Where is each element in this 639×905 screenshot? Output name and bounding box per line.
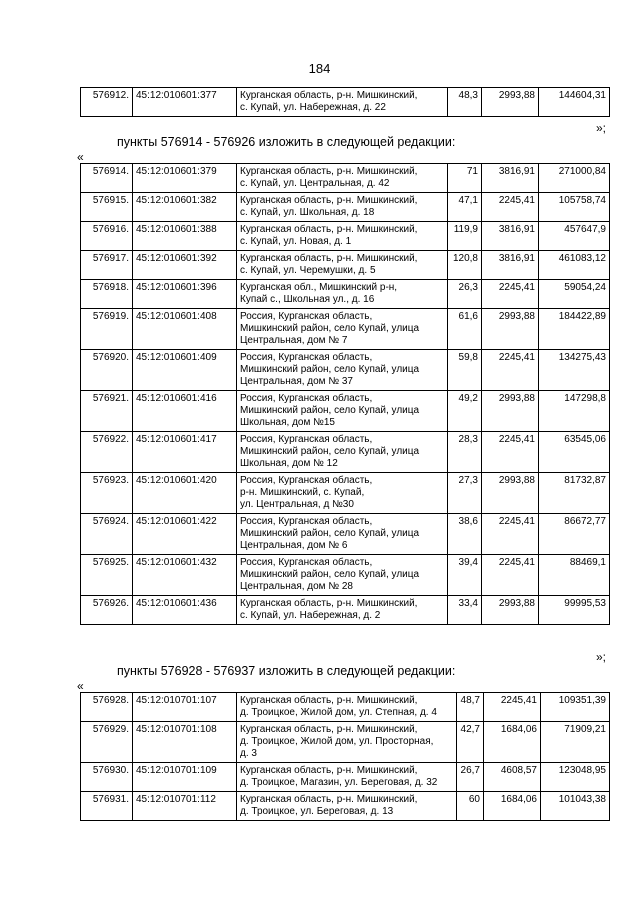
row-number: 576919. <box>81 309 133 350</box>
rate-value: 3816,91 <box>482 251 539 280</box>
address-line: Курганская область, р-н. Мишкинский, <box>240 598 418 609</box>
address <box>237 222 448 251</box>
area-value: 28,3 <box>448 432 482 473</box>
cost-value: 88469,1 <box>539 555 610 596</box>
address-line: Мишкинский район, село Купай, улица <box>240 405 420 416</box>
area-value: 47,1 <box>448 193 482 222</box>
address <box>237 555 448 596</box>
table-row <box>81 280 610 309</box>
address-line: с. Купай, ул. Школьная, д. 18 <box>240 207 375 218</box>
address-line: Центральная, дом № 37 <box>240 376 353 387</box>
rate-value: 2245,41 <box>482 514 539 555</box>
cost-value: 105758,74 <box>539 193 610 222</box>
table-row <box>81 350 610 391</box>
cadastral-number: 45:12:010601:417 <box>133 432 237 473</box>
address <box>237 693 457 722</box>
rate-value: 2245,41 <box>482 350 539 391</box>
cost-value: 144604,31 <box>539 88 610 117</box>
cost-value: 184422,89 <box>539 309 610 350</box>
cost-value: 109351,39 <box>541 693 610 722</box>
address <box>237 350 448 391</box>
cadastral-number: 45:12:010601:416 <box>133 391 237 432</box>
registry-table-2 <box>80 163 610 625</box>
address-line: Курганская область, р-н. Мишкинский, <box>240 724 418 735</box>
address <box>237 251 448 280</box>
cadastral-number: 45:12:010601:436 <box>133 596 237 625</box>
table-row <box>81 792 610 821</box>
area-value: 26,7 <box>457 763 484 792</box>
cost-value: 86672,77 <box>539 514 610 555</box>
address-line: Курганская обл., Мишкинский р-н, <box>240 282 398 293</box>
address-line: д. Троицкое, ул. Береговая, д. 13 <box>240 806 394 817</box>
table-row <box>81 473 610 514</box>
cost-value: 99995,53 <box>539 596 610 625</box>
row-number: 576930. <box>81 763 133 792</box>
cadastral-number: 45:12:010701:112 <box>133 792 237 821</box>
rate-value: 1684,06 <box>484 792 541 821</box>
cadastral-number: 45:12:010601:392 <box>133 251 237 280</box>
cost-value: 461083,12 <box>539 251 610 280</box>
address-line: Школьная, дом № 12 <box>240 458 338 469</box>
address-line: Мишкинский район, село Купай, улица <box>240 528 420 539</box>
cost-value: 59054,24 <box>539 280 610 309</box>
row-number: 576923. <box>81 473 133 514</box>
cadastral-number: 45:12:010601:382 <box>133 193 237 222</box>
address <box>237 763 457 792</box>
closing-quote-2: »; <box>596 650 607 664</box>
rate-value: 3816,91 <box>482 222 539 251</box>
address-line: Россия, Курганская область, <box>240 516 373 527</box>
rate-value: 4608,57 <box>484 763 541 792</box>
cadastral-number: 45:12:010601:388 <box>133 222 237 251</box>
table-row <box>81 514 610 555</box>
cadastral-number: 45:12:010601:422 <box>133 514 237 555</box>
opening-quote-1: « <box>77 150 84 164</box>
address <box>237 164 448 193</box>
address-line: Мишкинский район, село Купай, улица <box>240 446 420 457</box>
rate-value: 1684,06 <box>484 722 541 763</box>
cadastral-number: 45:12:010601:377 <box>133 88 237 117</box>
row-number: 576914. <box>81 164 133 193</box>
rate-value: 2993,88 <box>482 391 539 432</box>
page-number: 184 <box>308 61 331 76</box>
section-heading-2: пункты 576928 - 576937 изложить в следующей редакции: <box>117 664 456 678</box>
address-line: Курганская область, р-н. Мишкинский, <box>240 765 418 776</box>
address-line: Курганская область, р-н. Мишкинский, <box>240 253 418 264</box>
address <box>237 473 448 514</box>
cadastral-number: 45:12:010701:109 <box>133 763 237 792</box>
area-value: 48,3 <box>448 88 482 117</box>
row-number: 576912. <box>81 88 133 117</box>
address <box>237 391 448 432</box>
address-line: с. Купай, ул. Набережная, д. 22 <box>240 102 386 113</box>
table-row <box>81 222 610 251</box>
row-number: 576918. <box>81 280 133 309</box>
table-body-1 <box>81 88 610 117</box>
row-number: 576925. <box>81 555 133 596</box>
row-number: 576929. <box>81 722 133 763</box>
area-value: 27,3 <box>448 473 482 514</box>
address-line: с. Купай, ул. Новая, д. 1 <box>240 236 352 247</box>
table-row <box>81 763 610 792</box>
row-number: 576931. <box>81 792 133 821</box>
rate-value: 2245,41 <box>482 555 539 596</box>
row-number: 576922. <box>81 432 133 473</box>
cost-value: 71909,21 <box>541 722 610 763</box>
table-row <box>81 391 610 432</box>
table-row <box>81 193 610 222</box>
address-line: д. Троицкое, Магазин, ул. Береговая, д. 32 <box>240 777 438 788</box>
address <box>237 596 448 625</box>
address-line: ул. Центральная, д №30 <box>240 499 354 510</box>
area-value: 60 <box>457 792 484 821</box>
address-line: Россия, Курганская область, <box>240 434 373 445</box>
table-row <box>81 88 610 117</box>
area-value: 39,4 <box>448 555 482 596</box>
address-line: с. Купай, ул. Черемушки, д. 5 <box>240 265 376 276</box>
address-line: Курганская область, р-н. Мишкинский, <box>240 90 418 101</box>
row-number: 576916. <box>81 222 133 251</box>
address-line: Россия, Курганская область, <box>240 557 373 568</box>
cost-value: 123048,95 <box>541 763 610 792</box>
area-value: 71 <box>448 164 482 193</box>
address-line: с. Купай, ул. Центральная, д. 42 <box>240 178 390 189</box>
table-row <box>81 164 610 193</box>
address-line: Мишкинский район, село Купай, улица <box>240 364 420 375</box>
cost-value: 271000,84 <box>539 164 610 193</box>
table-body-2 <box>81 164 610 625</box>
address-line: Мишкинский район, село Купай, улица <box>240 569 420 580</box>
cost-value: 134275,43 <box>539 350 610 391</box>
address-line: Курганская область, р-н. Мишкинский, <box>240 695 418 706</box>
cost-value: 101043,38 <box>541 792 610 821</box>
address-line: Россия, Курганская область, <box>240 352 373 363</box>
rate-value: 2245,41 <box>484 693 541 722</box>
cadastral-number: 45:12:010601:432 <box>133 555 237 596</box>
table-body-3 <box>81 693 610 821</box>
area-value: 38,6 <box>448 514 482 555</box>
cadastral-number: 45:12:010601:396 <box>133 280 237 309</box>
cadastral-number: 45:12:010601:408 <box>133 309 237 350</box>
address-line: Центральная, дом № 28 <box>240 581 353 592</box>
area-value: 48,7 <box>457 693 484 722</box>
registry-table-3 <box>80 692 610 821</box>
area-value: 49,2 <box>448 391 482 432</box>
cost-value: 81732,87 <box>539 473 610 514</box>
rate-value: 2245,41 <box>482 432 539 473</box>
address-line: Центральная, дом № 7 <box>240 335 348 346</box>
row-number: 576920. <box>81 350 133 391</box>
table-row <box>81 722 610 763</box>
cadastral-number: 45:12:010601:420 <box>133 473 237 514</box>
address <box>237 432 448 473</box>
address <box>237 88 448 117</box>
address-line: Курганская область, р-н. Мишкинский, <box>240 224 418 235</box>
row-number: 576928. <box>81 693 133 722</box>
address-line: Курганская область, р-н. Мишкинский, <box>240 166 418 177</box>
rate-value: 3816,91 <box>482 164 539 193</box>
address <box>237 514 448 555</box>
cost-value: 147298,8 <box>539 391 610 432</box>
address <box>237 722 457 763</box>
row-number: 576924. <box>81 514 133 555</box>
area-value: 33,4 <box>448 596 482 625</box>
cost-value: 63545,06 <box>539 432 610 473</box>
address-line: Мишкинский район, село Купай, улица <box>240 323 420 334</box>
rate-value: 2993,88 <box>482 473 539 514</box>
closing-quote-1: »; <box>596 121 607 135</box>
cost-value: 457647,9 <box>539 222 610 251</box>
table-row <box>81 432 610 473</box>
area-value: 61,6 <box>448 309 482 350</box>
address-line: Россия, Курганская область, <box>240 393 373 404</box>
address-line: Купай с., Школьная ул., д. 16 <box>240 294 375 305</box>
table-row <box>81 309 610 350</box>
address <box>237 309 448 350</box>
table-row <box>81 555 610 596</box>
row-number: 576921. <box>81 391 133 432</box>
rate-value: 2993,88 <box>482 88 539 117</box>
cadastral-number: 45:12:010601:379 <box>133 164 237 193</box>
table-row <box>81 693 610 722</box>
cadastral-number: 45:12:010701:108 <box>133 722 237 763</box>
row-number: 576917. <box>81 251 133 280</box>
area-value: 42,7 <box>457 722 484 763</box>
address <box>237 792 457 821</box>
registry-table-1 <box>80 87 610 117</box>
address <box>237 280 448 309</box>
cadastral-number: 45:12:010601:409 <box>133 350 237 391</box>
area-value: 26,3 <box>448 280 482 309</box>
address-line: Центральная, дом № 6 <box>240 540 348 551</box>
rate-value: 2993,88 <box>482 596 539 625</box>
rate-value: 2993,88 <box>482 309 539 350</box>
address <box>237 193 448 222</box>
address-line: Курганская область, р-н. Мишкинский, <box>240 195 418 206</box>
area-value: 59,8 <box>448 350 482 391</box>
address-line: р-н. Мишкинский, с. Купай, <box>240 487 365 498</box>
address-line: д. 3 <box>240 748 257 759</box>
address-line: Россия, Курганская область, <box>240 311 373 322</box>
address-line: с. Купай, ул. Набережная, д. 2 <box>240 610 381 621</box>
address-line: Школьная, дом №15 <box>240 417 335 428</box>
area-value: 120,8 <box>448 251 482 280</box>
rate-value: 2245,41 <box>482 193 539 222</box>
address-line: Курганская область, р-н. Мишкинский, <box>240 794 418 805</box>
address-line: д. Троицкое, Жилой дом, ул. Степная, д. 4 <box>240 707 437 718</box>
row-number: 576915. <box>81 193 133 222</box>
row-number: 576926. <box>81 596 133 625</box>
area-value: 119,9 <box>448 222 482 251</box>
address-line: д. Троицкое, Жилой дом, ул. Просторная, <box>240 736 434 747</box>
opening-quote-2: « <box>77 679 84 693</box>
cadastral-number: 45:12:010701:107 <box>133 693 237 722</box>
table-row <box>81 251 610 280</box>
address-line: Россия, Курганская область, <box>240 475 373 486</box>
rate-value: 2245,41 <box>482 280 539 309</box>
section-heading-1: пункты 576914 - 576926 изложить в следующей редакции: <box>117 135 456 149</box>
table-row <box>81 596 610 625</box>
